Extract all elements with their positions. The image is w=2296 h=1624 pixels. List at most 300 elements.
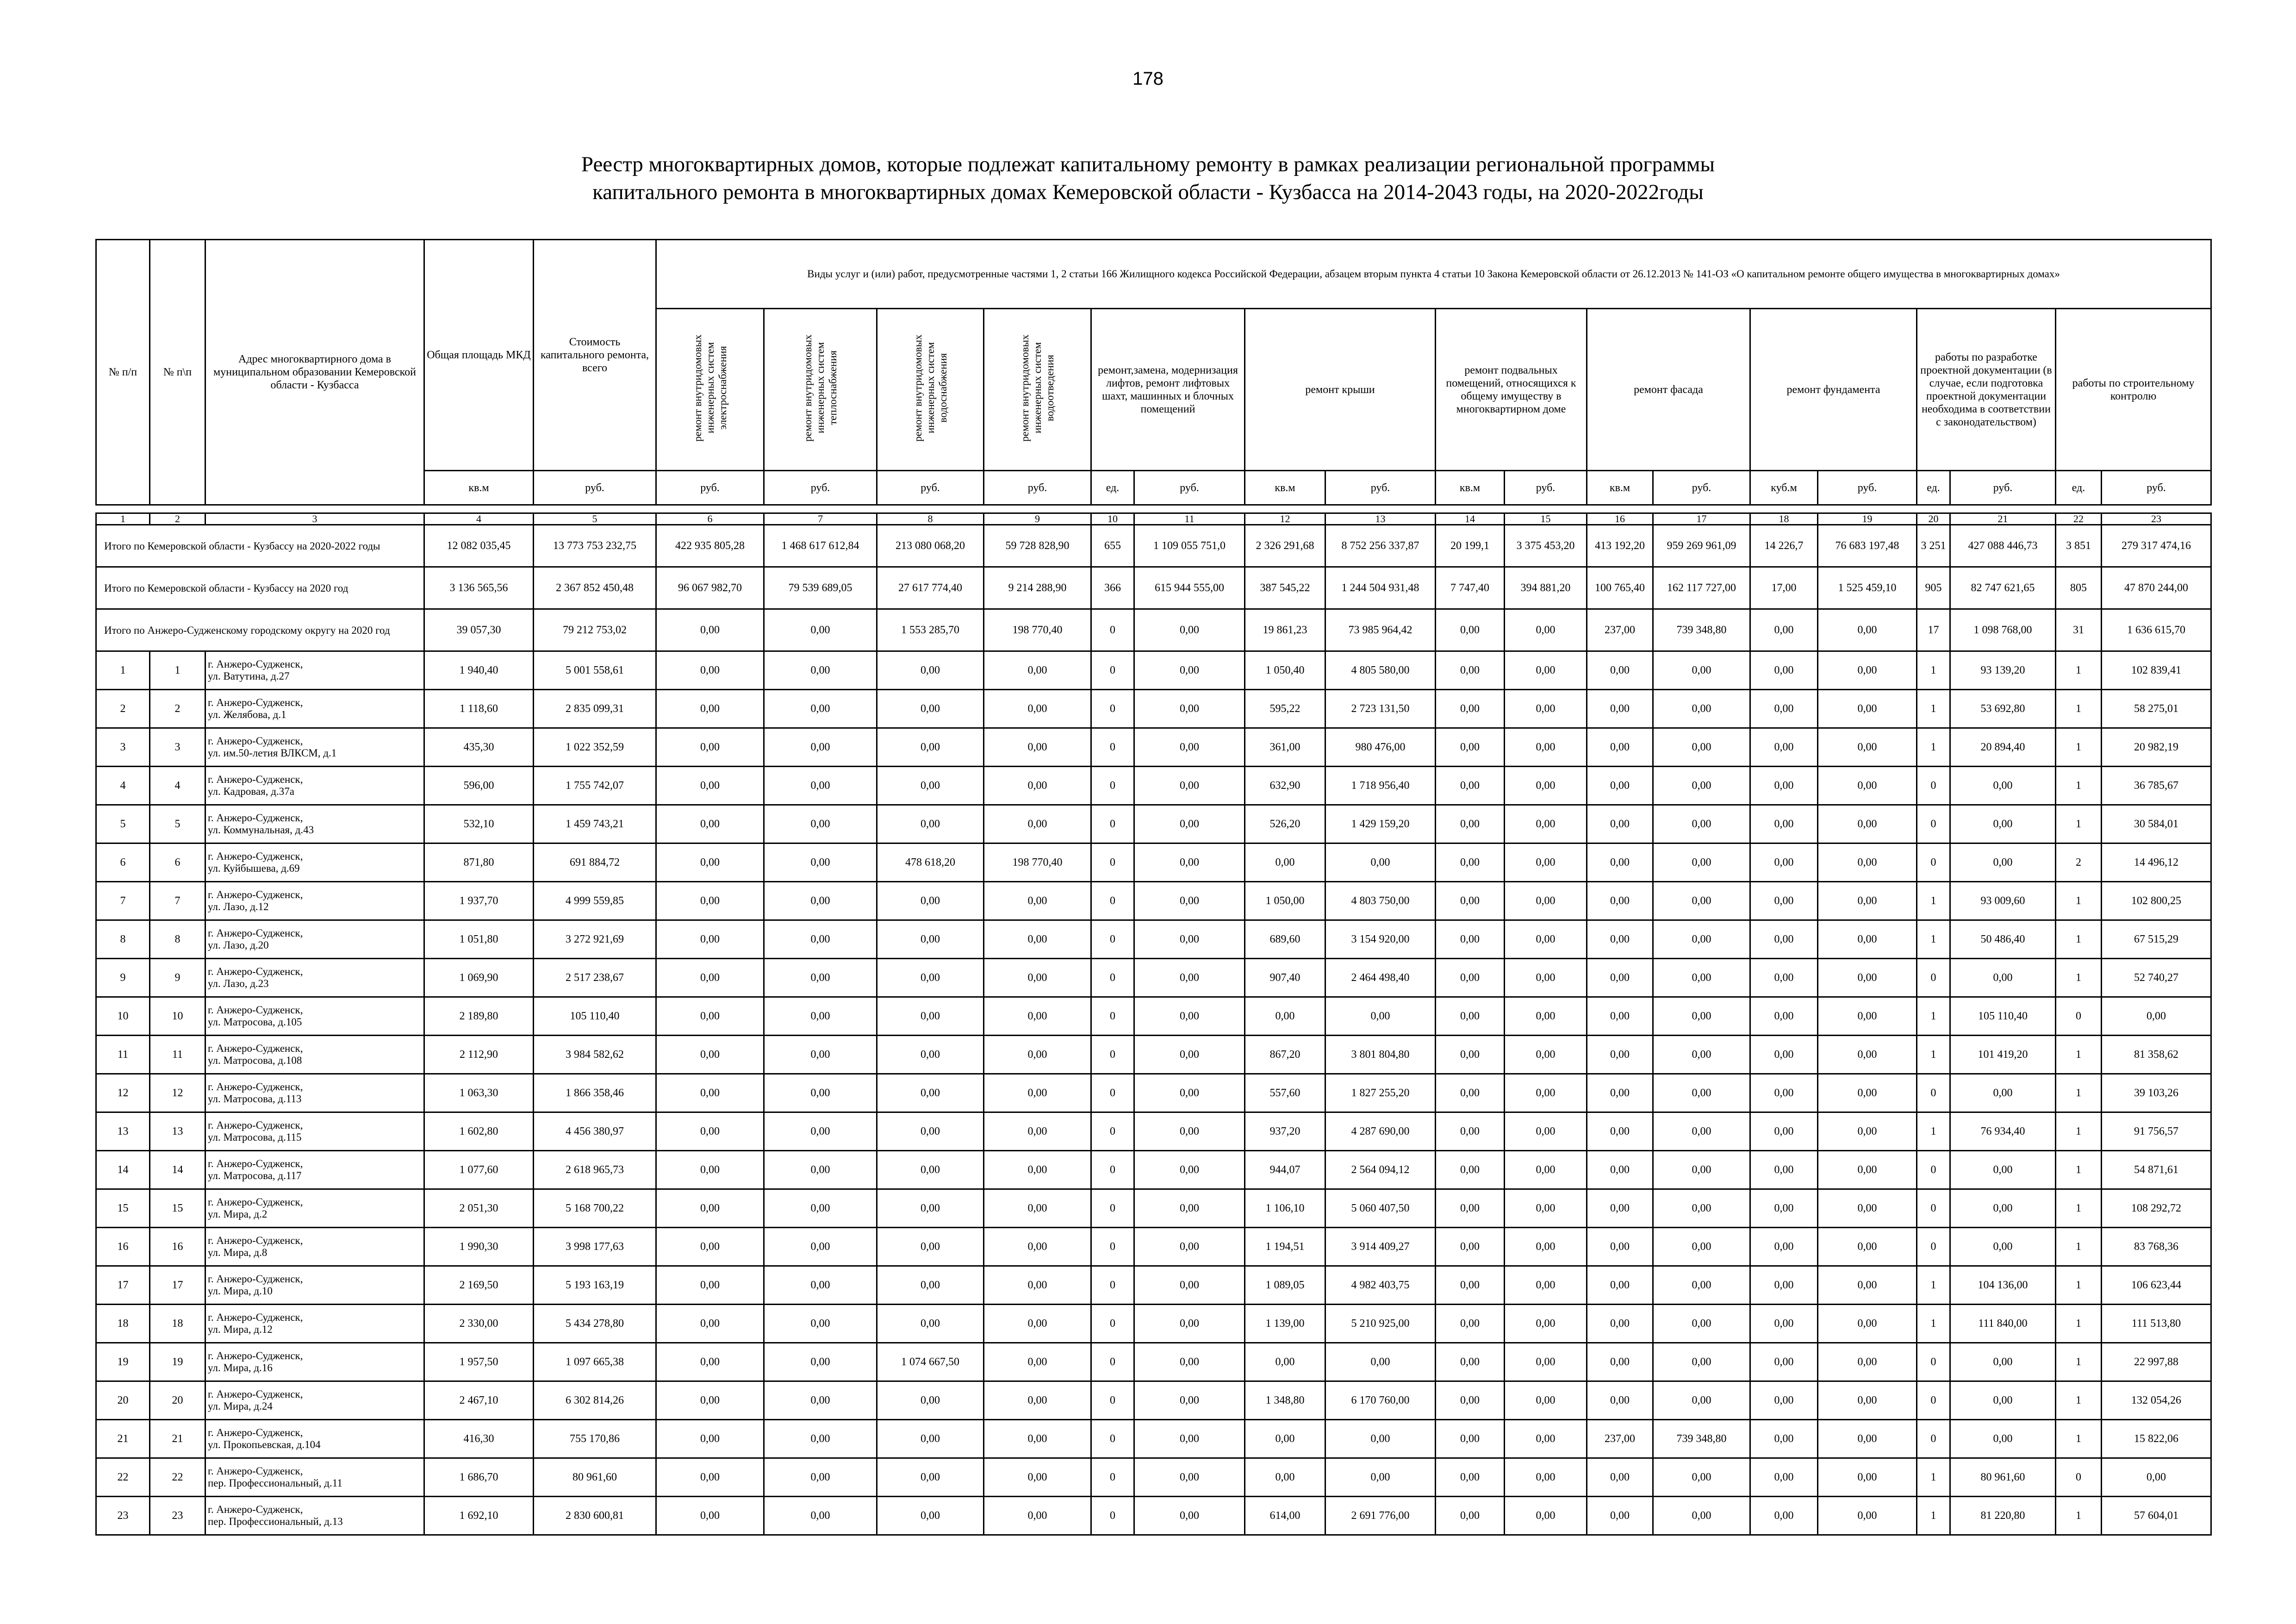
value-cell: 557,60 bbox=[1245, 1074, 1325, 1112]
address-street: ул. Куйбышева, д.69 bbox=[208, 862, 300, 874]
total-row bbox=[96, 525, 2211, 567]
value-cell: 0,00 bbox=[764, 1343, 877, 1381]
unit-cell: руб. bbox=[2102, 471, 2211, 505]
value-cell: 0 bbox=[1917, 1381, 1950, 1420]
value-cell: 0,00 bbox=[764, 1189, 877, 1228]
value-cell: 0,00 bbox=[1134, 1151, 1245, 1189]
row-number: 16 bbox=[96, 1228, 150, 1266]
value-cell: 3 272 921,69 bbox=[534, 920, 656, 959]
total-row bbox=[96, 609, 2211, 651]
address-city: г. Анжеро-Судженск, bbox=[208, 1196, 303, 1208]
value-cell: 0,00 bbox=[1505, 959, 1587, 997]
header-area: Общая площадь МКД bbox=[424, 240, 534, 471]
value-cell: 0,00 bbox=[1134, 843, 1245, 882]
unit-cell: руб. bbox=[764, 471, 877, 505]
value-cell: 0 bbox=[1091, 1151, 1134, 1189]
value-cell: 0,00 bbox=[1818, 882, 1917, 920]
value-cell: 0,00 bbox=[1653, 651, 1750, 690]
value-cell: 93 139,20 bbox=[1950, 651, 2056, 690]
value-cell: 0,00 bbox=[2102, 1458, 2211, 1497]
value-cell: 0,00 bbox=[1436, 690, 1505, 728]
header-work-electric bbox=[656, 309, 764, 471]
value-cell: 0,00 bbox=[1750, 728, 1818, 767]
value-cell: 0,00 bbox=[1587, 1266, 1653, 1305]
value-cell: 1 bbox=[2056, 920, 2102, 959]
header-work-electric-label: ремонт внутридомовых инженерных систем электроснабжения bbox=[691, 334, 728, 442]
unit-cell: кв.м bbox=[1587, 471, 1653, 505]
total-value-cell: 76 683 197,48 bbox=[1818, 525, 1917, 567]
row-number-2: 15 bbox=[150, 1189, 205, 1228]
row-number: 2 bbox=[96, 690, 150, 728]
value-cell: 0,00 bbox=[1587, 1036, 1653, 1074]
value-cell: 0,00 bbox=[656, 651, 764, 690]
value-cell: 0,00 bbox=[1653, 1189, 1750, 1228]
value-cell: 1 bbox=[2056, 1112, 2102, 1151]
total-value-cell: 19 861,23 bbox=[1245, 609, 1325, 651]
value-cell: 0 bbox=[1091, 920, 1134, 959]
value-cell: 0,00 bbox=[877, 959, 984, 997]
total-value-cell: 237,00 bbox=[1587, 609, 1653, 651]
value-cell: 0 bbox=[1091, 1420, 1134, 1458]
value-cell: 1 bbox=[2056, 959, 2102, 997]
value-cell: 5 168 700,22 bbox=[534, 1189, 656, 1228]
value-cell: 0,00 bbox=[1950, 1074, 2056, 1112]
value-cell: 0,00 bbox=[764, 1151, 877, 1189]
value-cell: 0,00 bbox=[1134, 1266, 1245, 1305]
address-cell bbox=[205, 1497, 424, 1535]
table-row bbox=[96, 1036, 2211, 1074]
value-cell: 1 bbox=[2056, 728, 2102, 767]
value-cell: 0,00 bbox=[1134, 728, 1245, 767]
value-cell: 1 429 159,20 bbox=[1325, 805, 1436, 843]
value-cell: 4 456 380,97 bbox=[534, 1112, 656, 1151]
column-number-cell: 18 bbox=[1750, 513, 1818, 525]
address-city: г. Анжеро-Судженск, bbox=[208, 889, 303, 900]
column-number-cell: 12 bbox=[1245, 513, 1325, 525]
value-cell: 0,00 bbox=[764, 1074, 877, 1112]
value-cell: 0,00 bbox=[984, 1036, 1091, 1074]
value-cell: 0,00 bbox=[656, 1112, 764, 1151]
value-cell: 0,00 bbox=[1587, 1189, 1653, 1228]
value-cell: 0,00 bbox=[656, 1497, 764, 1535]
value-cell: 0,00 bbox=[1653, 1036, 1750, 1074]
value-cell: 0,00 bbox=[1587, 767, 1653, 805]
value-cell: 1 957,50 bbox=[424, 1343, 534, 1381]
address-city: г. Анжеро-Судженск, bbox=[208, 774, 303, 785]
value-cell: 0,00 bbox=[764, 920, 877, 959]
row-number: 1 bbox=[96, 651, 150, 690]
row-number-2: 19 bbox=[150, 1343, 205, 1381]
value-cell: 691 884,72 bbox=[534, 843, 656, 882]
value-cell: 0,00 bbox=[1653, 1074, 1750, 1112]
value-cell: 1 459 743,21 bbox=[534, 805, 656, 843]
address-street: ул. Ватутина, д.27 bbox=[208, 670, 290, 682]
value-cell: 57 604,01 bbox=[2102, 1497, 2211, 1535]
value-cell: 2 464 498,40 bbox=[1325, 959, 1436, 997]
unit-cell: руб. bbox=[1818, 471, 1917, 505]
value-cell: 0,00 bbox=[877, 1266, 984, 1305]
value-cell: 30 584,01 bbox=[2102, 805, 2211, 843]
value-cell: 0,00 bbox=[656, 1305, 764, 1343]
address-city: г. Анжеро-Судженск, bbox=[208, 1388, 303, 1400]
header-address: Адрес многоквартирного дома в муниципальном образовании Кемеровской области - Кузбасса bbox=[205, 240, 424, 505]
value-cell: 2 618 965,73 bbox=[534, 1151, 656, 1189]
address-street: ул. Коммунальная, д.43 bbox=[208, 824, 314, 836]
value-cell: 4 982 403,75 bbox=[1325, 1266, 1436, 1305]
unit-cell: ед. bbox=[1917, 471, 1950, 505]
value-cell: 0,00 bbox=[1134, 882, 1245, 920]
value-cell: 0,00 bbox=[1818, 1189, 1917, 1228]
value-cell: 0,00 bbox=[656, 1458, 764, 1497]
value-cell: 0,00 bbox=[764, 1112, 877, 1151]
value-cell: 0,00 bbox=[1587, 843, 1653, 882]
value-cell: 67 515,29 bbox=[2102, 920, 2211, 959]
value-cell: 0,00 bbox=[1436, 1036, 1505, 1074]
value-cell: 0,00 bbox=[1505, 805, 1587, 843]
value-cell: 1 077,60 bbox=[424, 1151, 534, 1189]
header-cost: Стоимость капитального ремонта, всего bbox=[534, 240, 656, 471]
value-cell: 0,00 bbox=[1653, 805, 1750, 843]
address-city: г. Анжеро-Судженск, bbox=[208, 1235, 303, 1246]
column-number-cell: 11 bbox=[1134, 513, 1245, 525]
title-line-2: капитального ремонта в многоквартирных домах Кемеровской области - Кузбасса на 2014-2043 годы, на 2020-2022годы bbox=[592, 180, 1704, 204]
value-cell: 0,00 bbox=[984, 997, 1091, 1036]
unit-cell: ед. bbox=[2056, 471, 2102, 505]
value-cell: 0 bbox=[1091, 959, 1134, 997]
value-cell: 0,00 bbox=[1818, 1266, 1917, 1305]
value-cell: 102 800,25 bbox=[2102, 882, 2211, 920]
value-cell: 22 997,88 bbox=[2102, 1343, 2211, 1381]
value-cell: 0,00 bbox=[1587, 882, 1653, 920]
value-cell: 0,00 bbox=[1436, 651, 1505, 690]
value-cell: 0,00 bbox=[984, 1189, 1091, 1228]
value-cell: 0,00 bbox=[1505, 1228, 1587, 1266]
table-row bbox=[96, 997, 2211, 1036]
value-cell: 0,00 bbox=[984, 959, 1091, 997]
value-cell: 1 686,70 bbox=[424, 1458, 534, 1497]
address-cell bbox=[205, 1189, 424, 1228]
total-value-cell: 615 944 555,00 bbox=[1134, 567, 1245, 609]
row-number: 18 bbox=[96, 1305, 150, 1343]
row-number: 19 bbox=[96, 1343, 150, 1381]
value-cell: 0,00 bbox=[1587, 728, 1653, 767]
table-row bbox=[96, 1189, 2211, 1228]
address-city: г. Анжеро-Судженск, bbox=[208, 658, 303, 670]
total-value-cell: 1 636 615,70 bbox=[2102, 609, 2211, 651]
address-street: пер. Профессиональный, д.11 bbox=[208, 1477, 342, 1489]
value-cell: 937,20 bbox=[1245, 1112, 1325, 1151]
value-cell: 0,00 bbox=[656, 1420, 764, 1458]
total-value-cell: 1 553 285,70 bbox=[877, 609, 984, 651]
value-cell: 0,00 bbox=[1505, 1151, 1587, 1189]
total-value-cell: 0,00 bbox=[1134, 609, 1245, 651]
document-title bbox=[0, 150, 2296, 206]
total-value-cell: 0,00 bbox=[656, 609, 764, 651]
value-cell: 1 bbox=[2056, 1266, 2102, 1305]
table-row bbox=[96, 959, 2211, 997]
row-number: 4 bbox=[96, 767, 150, 805]
value-cell: 0 bbox=[1917, 1420, 1950, 1458]
total-value-cell: 162 117 727,00 bbox=[1653, 567, 1750, 609]
value-cell: 0,00 bbox=[1134, 805, 1245, 843]
value-cell: 58 275,01 bbox=[2102, 690, 2211, 728]
value-cell: 104 136,00 bbox=[1950, 1266, 2056, 1305]
value-cell: 132 054,26 bbox=[2102, 1381, 2211, 1420]
table-row bbox=[96, 920, 2211, 959]
value-cell: 0,00 bbox=[1818, 690, 1917, 728]
value-cell: 0,00 bbox=[764, 1381, 877, 1420]
value-cell: 3 801 804,80 bbox=[1325, 1036, 1436, 1074]
column-number-cell: 17 bbox=[1653, 513, 1750, 525]
table-row bbox=[96, 882, 2211, 920]
value-cell: 81 358,62 bbox=[2102, 1036, 2211, 1074]
value-cell: 0,00 bbox=[877, 1151, 984, 1189]
value-cell: 0,00 bbox=[1325, 1458, 1436, 1497]
column-number-cell: 22 bbox=[2056, 513, 2102, 525]
total-value-cell: 14 226,7 bbox=[1750, 525, 1818, 567]
value-cell: 0,00 bbox=[1818, 1305, 1917, 1343]
value-cell: 0,00 bbox=[1245, 1458, 1325, 1497]
header-row-column-numbers bbox=[96, 513, 2211, 525]
value-cell: 739 348,80 bbox=[1653, 1420, 1750, 1458]
page-number: 178 bbox=[1132, 69, 1164, 89]
total-value-cell: 805 bbox=[2056, 567, 2102, 609]
value-cell: 0,00 bbox=[1750, 767, 1818, 805]
header-np: № п/п bbox=[96, 240, 150, 505]
value-cell: 0,00 bbox=[1436, 1112, 1505, 1151]
column-number-cell: 5 bbox=[534, 513, 656, 525]
value-cell: 0,00 bbox=[656, 843, 764, 882]
value-cell: 0,00 bbox=[984, 690, 1091, 728]
value-cell: 416,30 bbox=[424, 1420, 534, 1458]
value-cell: 0,00 bbox=[1750, 690, 1818, 728]
value-cell: 0,00 bbox=[1505, 1497, 1587, 1535]
value-cell: 2 467,10 bbox=[424, 1381, 534, 1420]
value-cell: 0,00 bbox=[1950, 959, 2056, 997]
value-cell: 2 330,00 bbox=[424, 1305, 534, 1343]
value-cell: 0,00 bbox=[1587, 1074, 1653, 1112]
row-number-2: 14 bbox=[150, 1151, 205, 1189]
address-city: г. Анжеро-Судженск, bbox=[208, 1119, 303, 1131]
value-cell: 0,00 bbox=[1950, 1381, 2056, 1420]
value-cell: 0,00 bbox=[877, 1497, 984, 1535]
total-value-cell: 27 617 774,40 bbox=[877, 567, 984, 609]
value-cell: 0,00 bbox=[1750, 1266, 1818, 1305]
value-cell: 0,00 bbox=[1505, 1381, 1587, 1420]
value-cell: 0,00 bbox=[1653, 1458, 1750, 1497]
value-cell: 478 618,20 bbox=[877, 843, 984, 882]
row-number: 7 bbox=[96, 882, 150, 920]
header-work-roof: ремонт крыши bbox=[1245, 309, 1436, 471]
column-number-cell: 16 bbox=[1587, 513, 1653, 525]
total-value-cell: 0,00 bbox=[1505, 609, 1587, 651]
address-city: г. Анжеро-Судженск, bbox=[208, 1043, 303, 1054]
value-cell: 4 287 690,00 bbox=[1325, 1112, 1436, 1151]
value-cell: 0,00 bbox=[1750, 1458, 1818, 1497]
address-street: ул. Лазо, д.20 bbox=[208, 939, 269, 951]
address-cell bbox=[205, 959, 424, 997]
value-cell: 1 089,05 bbox=[1245, 1266, 1325, 1305]
value-cell: 0,00 bbox=[1750, 959, 1818, 997]
value-cell: 689,60 bbox=[1245, 920, 1325, 959]
value-cell: 111 513,80 bbox=[2102, 1305, 2211, 1343]
value-cell: 1 bbox=[1917, 1305, 1950, 1343]
total-label: Итого по Анжеро-Судженскому городскому округу на 2020 год bbox=[96, 609, 424, 651]
value-cell: 0,00 bbox=[1818, 1151, 1917, 1189]
total-value-cell: 82 747 621,65 bbox=[1950, 567, 2056, 609]
row-number-2: 6 bbox=[150, 843, 205, 882]
row-number: 23 bbox=[96, 1497, 150, 1535]
value-cell: 108 292,72 bbox=[2102, 1189, 2211, 1228]
value-cell: 0,00 bbox=[1436, 1381, 1505, 1420]
total-value-cell: 1 244 504 931,48 bbox=[1325, 567, 1436, 609]
value-cell: 0,00 bbox=[1436, 1266, 1505, 1305]
value-cell: 0,00 bbox=[1436, 1458, 1505, 1497]
column-number-cell: 23 bbox=[2102, 513, 2211, 525]
header-work-water bbox=[877, 309, 984, 471]
value-cell: 0 bbox=[1917, 1074, 1950, 1112]
value-cell: 2 189,80 bbox=[424, 997, 534, 1036]
table-row bbox=[96, 1381, 2211, 1420]
table-row bbox=[96, 1458, 2211, 1497]
value-cell: 1 bbox=[1917, 651, 1950, 690]
header-np2: № п\п bbox=[150, 240, 205, 505]
table-row bbox=[96, 690, 2211, 728]
row-number-2: 8 bbox=[150, 920, 205, 959]
total-value-cell: 8 752 256 337,87 bbox=[1325, 525, 1436, 567]
table-row bbox=[96, 767, 2211, 805]
value-cell: 0,00 bbox=[656, 997, 764, 1036]
value-cell: 0,00 bbox=[656, 1036, 764, 1074]
row-number: 12 bbox=[96, 1074, 150, 1112]
address-city: г. Анжеро-Судженск, bbox=[208, 1004, 303, 1016]
value-cell: 0,00 bbox=[877, 1458, 984, 1497]
row-number: 9 bbox=[96, 959, 150, 997]
address-street: ул. Матросова, д.105 bbox=[208, 1016, 302, 1028]
unit-cell: руб. bbox=[1325, 471, 1436, 505]
value-cell: 435,30 bbox=[424, 728, 534, 767]
value-cell: 0,00 bbox=[1436, 1189, 1505, 1228]
value-cell: 0,00 bbox=[1750, 1074, 1818, 1112]
unit-cell: руб. bbox=[534, 471, 656, 505]
value-cell: 867,20 bbox=[1245, 1036, 1325, 1074]
total-value-cell: 79 539 689,05 bbox=[764, 567, 877, 609]
value-cell: 0,00 bbox=[1818, 767, 1917, 805]
value-cell: 0 bbox=[1917, 959, 1950, 997]
value-cell: 0,00 bbox=[764, 1036, 877, 1074]
value-cell: 0,00 bbox=[1653, 767, 1750, 805]
value-cell: 0,00 bbox=[1950, 843, 2056, 882]
value-cell: 0,00 bbox=[1505, 651, 1587, 690]
value-cell: 0,00 bbox=[1818, 651, 1917, 690]
value-cell: 0,00 bbox=[984, 1381, 1091, 1420]
value-cell: 0,00 bbox=[764, 651, 877, 690]
value-cell: 0,00 bbox=[1950, 1343, 2056, 1381]
total-value-cell: 0,00 bbox=[1750, 609, 1818, 651]
value-cell: 1 097 665,38 bbox=[534, 1343, 656, 1381]
address-city: г. Анжеро-Судженск, bbox=[208, 1273, 303, 1285]
value-cell: 0,00 bbox=[877, 1074, 984, 1112]
header-work-sewer bbox=[984, 309, 1091, 471]
value-cell: 81 220,80 bbox=[1950, 1497, 2056, 1535]
value-cell: 0 bbox=[1917, 1343, 1950, 1381]
value-cell: 0,00 bbox=[1653, 997, 1750, 1036]
address-city: г. Анжеро-Судженск, bbox=[208, 1081, 303, 1093]
address-cell bbox=[205, 1458, 424, 1497]
table-row bbox=[96, 1074, 2211, 1112]
address-cell bbox=[205, 1266, 424, 1305]
table-row bbox=[96, 1266, 2211, 1305]
unit-cell: руб. bbox=[1505, 471, 1587, 505]
value-cell: 0,00 bbox=[877, 767, 984, 805]
value-cell: 0,00 bbox=[1134, 1381, 1245, 1420]
value-cell: 0,00 bbox=[764, 1305, 877, 1343]
address-city: г. Анжеро-Судженск, bbox=[208, 966, 303, 977]
column-number-cell: 9 bbox=[984, 513, 1091, 525]
total-value-cell: 31 bbox=[2056, 609, 2102, 651]
value-cell: 0,00 bbox=[1653, 1228, 1750, 1266]
total-value-cell: 0,00 bbox=[1818, 609, 1917, 651]
value-cell: 0,00 bbox=[1505, 1112, 1587, 1151]
total-row bbox=[96, 567, 2211, 609]
value-cell: 105 110,40 bbox=[1950, 997, 2056, 1036]
value-cell: 93 009,60 bbox=[1950, 882, 2056, 920]
value-cell: 0,00 bbox=[1587, 690, 1653, 728]
value-cell: 0,00 bbox=[764, 1420, 877, 1458]
value-cell: 0,00 bbox=[1653, 1343, 1750, 1381]
value-cell: 0,00 bbox=[877, 997, 984, 1036]
value-cell: 0,00 bbox=[1818, 805, 1917, 843]
value-cell: 0,00 bbox=[1436, 920, 1505, 959]
value-cell: 526,20 bbox=[1245, 805, 1325, 843]
address-street: ул. Матросова, д.108 bbox=[208, 1055, 302, 1066]
value-cell: 4 803 750,00 bbox=[1325, 882, 1436, 920]
value-cell: 0,00 bbox=[1653, 728, 1750, 767]
value-cell: 0,00 bbox=[1436, 1305, 1505, 1343]
value-cell: 0,00 bbox=[1750, 1189, 1818, 1228]
address-city: г. Анжеро-Судженск, bbox=[208, 1427, 303, 1438]
value-cell: 0 bbox=[1917, 767, 1950, 805]
value-cell: 1 bbox=[2056, 882, 2102, 920]
value-cell: 54 871,61 bbox=[2102, 1151, 2211, 1189]
total-value-cell: 422 935 805,28 bbox=[656, 525, 764, 567]
value-cell: 1 bbox=[2056, 1228, 2102, 1266]
unit-cell: руб. bbox=[656, 471, 764, 505]
value-cell: 15 822,06 bbox=[2102, 1420, 2211, 1458]
value-cell: 0,00 bbox=[1134, 1112, 1245, 1151]
value-cell: 0,00 bbox=[1587, 1381, 1653, 1420]
value-cell: 0,00 bbox=[1818, 1074, 1917, 1112]
value-cell: 0,00 bbox=[1587, 1497, 1653, 1535]
value-cell: 5 001 558,61 bbox=[534, 651, 656, 690]
value-cell: 0,00 bbox=[1436, 843, 1505, 882]
value-cell: 0,00 bbox=[1245, 843, 1325, 882]
value-cell: 595,22 bbox=[1245, 690, 1325, 728]
value-cell: 0,00 bbox=[1245, 1420, 1325, 1458]
unit-cell: ед. bbox=[1091, 471, 1134, 505]
value-cell: 1 118,60 bbox=[424, 690, 534, 728]
unit-cell: кв.м bbox=[1245, 471, 1325, 505]
row-number-2: 21 bbox=[150, 1420, 205, 1458]
value-cell: 0,00 bbox=[1750, 1228, 1818, 1266]
total-value-cell: 739 348,80 bbox=[1653, 609, 1750, 651]
address-cell bbox=[205, 997, 424, 1036]
value-cell: 0,00 bbox=[1818, 959, 1917, 997]
total-value-cell: 96 067 982,70 bbox=[656, 567, 764, 609]
address-street: ул. Матросова, д.113 bbox=[208, 1093, 302, 1105]
unit-cell: куб.м bbox=[1750, 471, 1818, 505]
table-row bbox=[96, 1151, 2211, 1189]
